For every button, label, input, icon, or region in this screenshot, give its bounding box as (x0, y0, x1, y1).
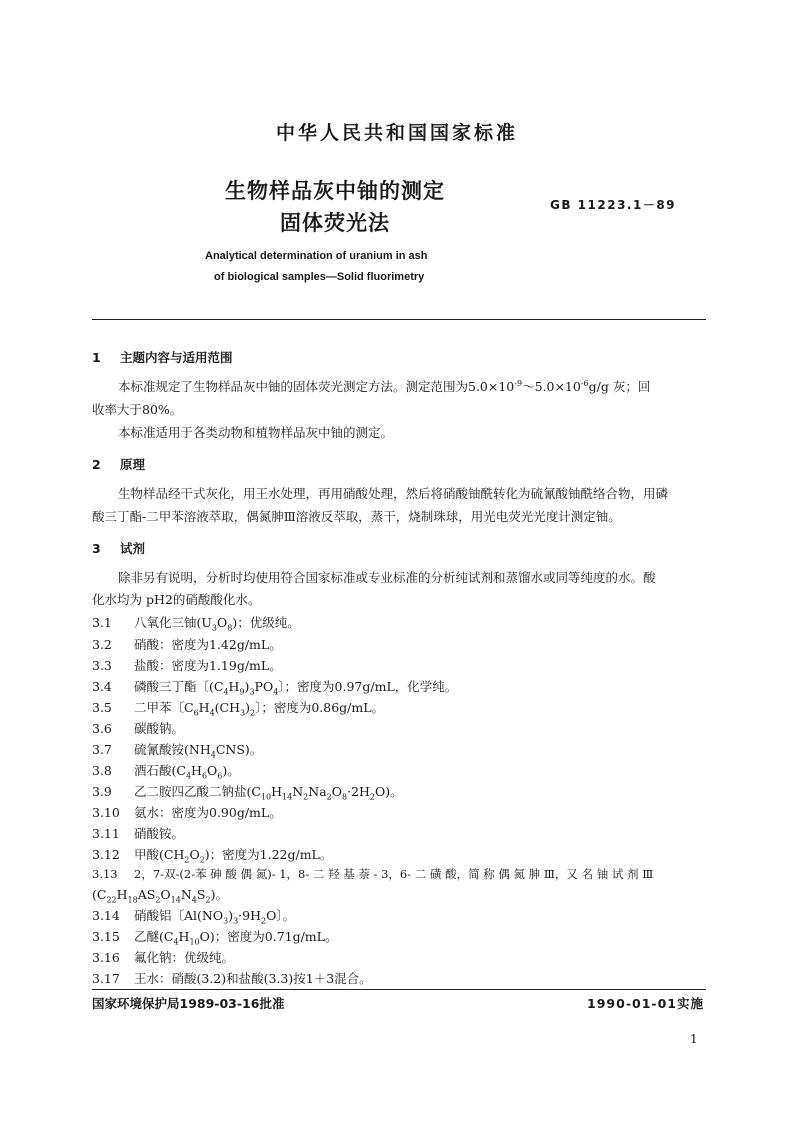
reagent-item: 3.4 磷酸三丁酯〔$(C_4H_9)_3PO_4$〕；密度为0.97g/mL，化学纯。 (92, 679, 458, 697)
section-title: 原理 (120, 457, 146, 472)
reagent-item: 3.1 八氧化三铀$(U_3O_8)$；优级纯。 (92, 615, 300, 633)
section1-paragraph1-line2: 收率大于80%。 (92, 402, 183, 417)
section1-paragraph2: 本标准适用于各类动物和植物样品灰中铀的测定。 (118, 425, 394, 440)
reagent-item: 3.10 氨水：密度为0.90g/mL。 (92, 805, 282, 820)
reagent-item: 3.14 硝酸铝〔$Al(NO_3)_3\cdot 9H_2O$〕。 (92, 908, 296, 926)
document-title-line1: 生物样品灰中铀的测定 (225, 179, 445, 203)
reagent-item: 3.16 氟化钠：优级纯。 (92, 950, 235, 965)
bottom-rule (92, 989, 706, 990)
section-number: 1 (92, 350, 101, 365)
reagent-item: 3.5 二甲苯〔$C_6H_4(CH_3)_2$〕；密度为0.86g/mL。 (92, 700, 385, 718)
page-number: 1 (690, 1032, 698, 1046)
reagent-item: 3.15 乙醚$(C_4H_{10}O)$；密度为0.71g/mL。 (92, 929, 338, 947)
section1-paragraph1-line1: 本标准规定了生物样品灰中铀的固体荧光测定方法。测定范围为$5.0\times 10^{-9}\sim 5.0\times 10^{-6}g/g$ 灰；回 (118, 378, 651, 394)
national-standard-heading: 中华人民共和国国家标准 (275, 122, 518, 144)
english-title-line2: of biological samples—Solid fluorimetry (214, 271, 425, 283)
reagent-item: 3.9 乙二胺四乙酸二钠盐$(C_{10}H_{14}N_2Na_2O_8\cdot 2H_2O)$。 (92, 784, 403, 802)
section-heading-2 (92, 455, 145, 473)
reagent-item: 3.7 硫氰酸铵$(NH_4CNS)$。 (92, 742, 263, 760)
reagent-item: 3.11 硝酸铵。 (92, 826, 185, 841)
section2-line1: 生物样品经干式灰化，用王水处理，再用硝酸处理，然后将硝酸铀酰转化为硫氰酸铀酰络合物，用磷 (118, 486, 669, 501)
section3-intro-line2: 化水均为 pH2的硝酸酸化水。 (92, 592, 261, 607)
reagent-item: 3.2 硝酸：密度为1.42g/mL。 (92, 637, 282, 652)
top-rule (92, 319, 706, 320)
section-title: 试剂 (120, 541, 146, 556)
effective-date: 1990-01-01实施 (587, 996, 704, 1011)
section-heading-1 (92, 348, 233, 366)
section2-line2: 酸三丁酯-二甲苯溶液萃取，偶氮胂Ⅲ溶液反萃取，蒸干，烧制珠球，用光电荧光光度计测定铀。 (92, 509, 621, 524)
reagent-item: 3.17 王水：硝酸(3.2)和盐酸(3.3)按1＋3混合。 (92, 971, 372, 986)
section-number: 2 (92, 457, 101, 472)
reagent-item: 3.13 2，7-双-(2-苯 砷 酸 偶 氮)- 1，8- 二 羟 基 萘 - 3，6- 二 磺 酸，简 称 偶 氮 胂 Ⅲ，又 名 铀 试 剂 Ⅲ (92, 867, 654, 881)
reagent-item: 3.12 甲酸$(CH_2O_2)$；密度为1.22g/mL。 (92, 847, 333, 865)
reagent-item-continuation: $(C_{22}H_{18}AS_2O_{14}N_4S_2)$。 (92, 887, 228, 905)
reagent-item: 3.3 盐酸：密度为1.19g/mL。 (92, 658, 282, 673)
section-number: 3 (92, 541, 101, 556)
document-title-line2: 固体荧光法 (280, 211, 390, 235)
reagent-item: 3.8 酒石酸$(C_4H_6O_6)$。 (92, 763, 240, 781)
reagent-item: 3.6 碳酸钠。 (92, 721, 185, 736)
section3-intro-line1: 除非另有说明，分析时均使用符合国家标准或专业标准的分析纯试剂和蒸馏水或同等纯度的水。酸 (118, 570, 656, 585)
section-title: 主题内容与适用范围 (120, 350, 233, 365)
standard-code: GB 11223.1－89 (550, 198, 677, 212)
section-heading-3 (92, 539, 145, 557)
english-title-line1: Analytical determination of uranium in ash (205, 250, 428, 262)
approval-line: 国家环境保护局1989-03-16批准 (92, 996, 285, 1011)
